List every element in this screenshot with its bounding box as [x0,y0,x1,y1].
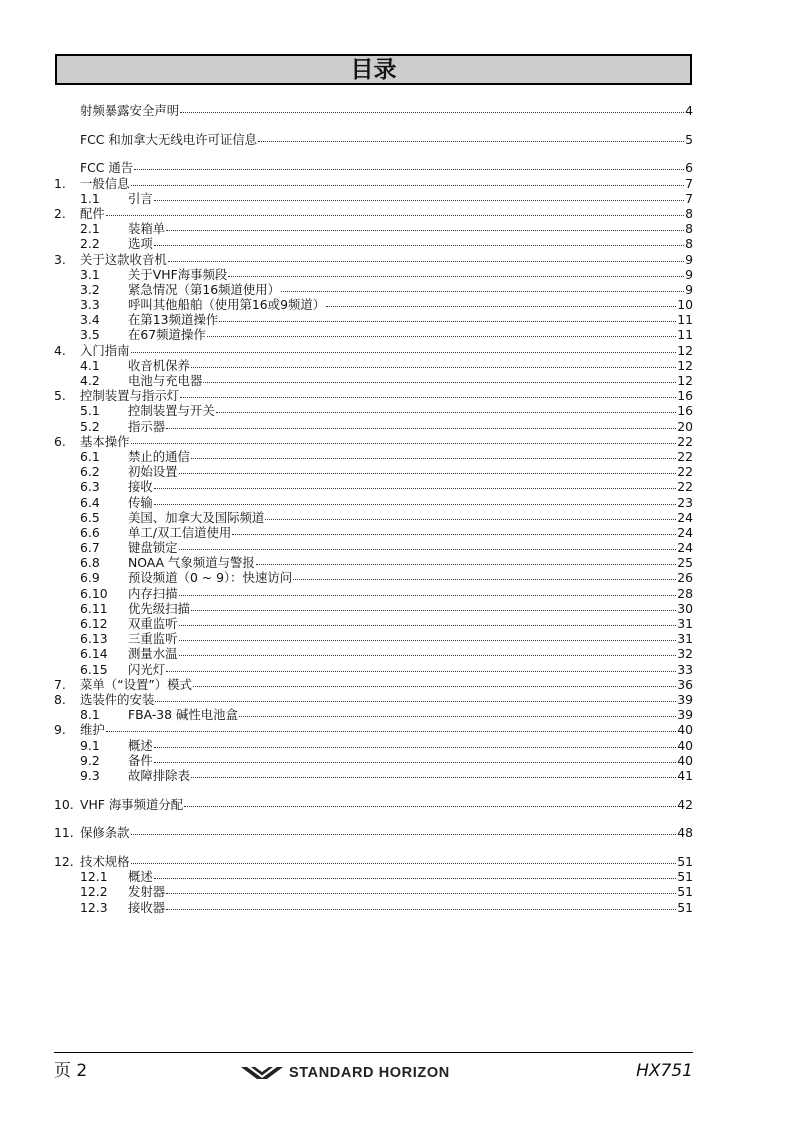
toc-dot-leader [326,306,676,307]
toc-entry[interactable] [54,388,693,403]
toc-dot-leader [166,909,676,910]
brand-logo [241,1064,450,1082]
toc-dot-leader [179,640,677,641]
toc-entry-label: 指示器 [128,418,166,434]
toc-dot-leader [106,215,684,216]
toc-dot-leader [232,534,676,535]
toc-entry-label: 概述 [128,869,153,885]
toc-entry-number: 9.2 [80,752,100,768]
toc-entry-number: 6.1 [80,448,100,464]
toc-entry-number: 6.4 [80,494,100,510]
toc-entry[interactable] [80,267,693,282]
toc-entry-label: 概述 [128,737,153,753]
toc-entry-number: 4.1 [80,357,100,373]
toc-entry[interactable] [54,434,693,449]
toc-entry-label: 闪光灯 [128,661,166,677]
toc-dot-leader [154,762,676,763]
toc-dot-leader [191,610,676,611]
toc-entry[interactable] [80,570,693,585]
toc-entry[interactable] [80,282,693,297]
toc-entry-page: 36 [677,676,693,692]
toc-entry[interactable] [80,884,693,899]
toc-entry-label: 内存扫描 [128,585,178,601]
toc-entry-label: 键盘锁定 [128,540,178,556]
toc-entry-page: 16 [677,388,693,404]
toc-entry-number: 6.3 [80,479,100,495]
toc-entry-label: 关于VHF海事频段 [128,266,228,282]
toc-entry-number: 1. [54,175,66,191]
toc-entry-label: 备件 [128,752,153,768]
toc-entry-page: 8 [685,236,693,252]
model-name: HX751 [636,1061,693,1081]
toc-entry[interactable] [80,312,693,327]
toc-dot-leader [154,488,676,489]
toc-entry[interactable] [54,343,693,358]
toc-entry-label: 在67频道操作 [128,327,206,343]
toc-entry-page: 16 [677,403,693,419]
toc-entry[interactable] [80,631,693,646]
toc-entry[interactable] [54,103,693,118]
toc-entry[interactable] [80,869,693,884]
toc-entry-page: 24 [677,540,693,556]
toc-entry-label: 射频暴露安全声明 [80,103,180,118]
toc-entry-page: 30 [677,600,693,616]
toc-dot-leader [191,777,676,778]
toc-entry-label: FBA-38 碱性电池盒 [128,707,238,723]
toc-entry-number: 3.2 [80,281,100,297]
toc-entry-label: 配件 [80,205,105,221]
toc-entry-page: 11 [677,312,693,328]
toc-entry-page: 22 [677,464,693,480]
toc-entry-label: FCC 和加拿大无线电许可证信息 [80,131,258,147]
toc-dot-leader [166,671,676,672]
toc-entry-label: 禁止的通信 [128,448,190,464]
toc-dot-leader [166,230,684,231]
toc-entry[interactable] [80,297,693,312]
toc-entry-page: 9 [685,266,693,282]
toc-dot-leader [131,185,685,186]
toc-entry-label: 收音机保养 [128,357,190,373]
toc-entry[interactable] [80,601,693,616]
toc-dot-leader [131,443,677,444]
toc-entry-number: 10. [54,796,74,812]
toc-entry-number: 12.1 [80,869,108,885]
toc-entry-number: 3.1 [80,266,100,282]
toc-entry-page: 5 [685,131,693,147]
toc-entry-label: 单工/双工信道使用 [128,524,232,540]
toc-dot-leader [256,564,676,565]
toc-entry-page: 9 [685,251,693,267]
toc-dot-leader [154,245,684,246]
toc-dot-leader [179,655,677,656]
toc-entry-label: FCC 通告 [80,160,134,176]
toc-dot-leader [166,428,676,429]
toc-entry-page: 7 [685,190,693,206]
toc-entry-number: 3.4 [80,312,100,328]
toc-entry-page: 40 [677,752,693,768]
toc-entry-label: 装箱单 [128,221,166,237]
toc-entry-number: 6.14 [80,646,108,662]
toc-entry-page: 6 [685,160,693,176]
toc-dot-leader [265,519,676,520]
footer-page-number: 页 2 [54,1061,88,1081]
toc-entry-page: 42 [677,796,693,812]
toc-entry-label: VHF 海事频道分配 [80,796,184,812]
toc-entry[interactable] [80,525,693,540]
toc-dot-leader [191,458,676,459]
toc-dot-leader [203,382,676,383]
toc-entry-number: 2.1 [80,221,100,237]
toc-entry[interactable] [80,555,693,570]
toc-entry-label: 选项 [128,236,153,252]
toc-entry[interactable] [80,419,693,434]
toc-entry-label: 初始设置 [128,464,178,480]
toc-entry[interactable] [54,692,693,707]
toc-title: 目录 [350,57,397,83]
toc-dot-leader [216,412,676,413]
toc-entry-label: 紧急情况（第16频道使用） [128,281,281,297]
toc-entry-label: 一般信息 [80,175,130,191]
toc-entry-page: 51 [677,899,693,915]
toc-entry-label: 优先级扫描 [128,600,190,616]
toc-dot-leader [180,397,676,398]
toc-entry[interactable] [80,327,693,342]
toc-entry-label: NOAA 气象频道与警报 [128,555,255,571]
toc-entry-page: 26 [677,570,693,586]
toc-entry-page: 33 [677,661,693,677]
toc-entry-number: 4.2 [80,373,100,388]
toc-dot-leader [155,701,676,702]
toc-entry-number: 6.5 [80,509,100,525]
toc-entry[interactable] [80,495,693,510]
toc-entry-page: 24 [677,524,693,540]
toc-entry-page: 39 [677,707,693,723]
toc-entry[interactable] [80,510,693,525]
toc-dot-leader [131,352,677,353]
toc-dot-leader [168,261,684,262]
toc-entry-number: 12.2 [80,884,108,900]
toc-entry-number: 6.6 [80,524,100,540]
toc-entry-number: 3. [54,251,66,267]
toc-entry[interactable] [54,677,693,692]
toc-dot-leader [154,504,676,505]
toc-entry-number: 6.8 [80,555,100,571]
toc-dot-leader [193,686,676,687]
toc-entry-number: 5.2 [80,418,100,434]
toc-entry[interactable] [54,854,693,869]
toc-dot-leader [154,878,676,879]
toc-entry[interactable] [80,738,693,753]
toc-entry-page: 11 [677,327,693,343]
toc-entry-page: 22 [677,433,693,449]
toc-entry-page: 40 [677,737,693,753]
toc-entry[interactable] [54,252,693,267]
toc-entry[interactable] [80,616,693,631]
toc-entry-label: 传输 [128,494,153,510]
toc-entry-label: 测量水温 [128,646,178,662]
toc-dot-leader [293,579,676,580]
toc-entry-page: 41 [677,767,693,783]
toc-entry-number: 6.10 [80,585,108,601]
toc-entry-label: 引言 [128,190,153,206]
toc-entry[interactable] [54,825,693,840]
toc-entry-page: 25 [677,555,693,571]
toc-entry[interactable] [80,236,693,251]
toc-entry-label: 双重监听 [128,616,178,631]
toc-entry-number: 3.3 [80,297,100,313]
toc-dot-leader [179,549,677,550]
toc-entry-number: 6.11 [80,600,108,616]
toc-entry-number: 6. [54,433,66,449]
toc-entry-number: 5. [54,388,66,404]
toc-entry-label: 预设频道（0 ~ 9）：快速访问 [128,570,293,586]
toc-entry[interactable] [80,662,693,677]
toc-entry-label: 发射器 [128,884,166,900]
toc-entry-page: 12 [677,357,693,373]
toc-entry-label: 维护 [80,722,105,738]
toc-dot-leader [179,473,677,474]
toc-entry-page: 9 [685,281,693,297]
toc-entry-label: 美国、加拿大及国际频道 [128,509,265,525]
toc-entry-page: 51 [677,869,693,885]
toc-dot-leader [184,806,676,807]
toc-dot-leader [191,367,676,368]
toc-entry[interactable] [80,753,693,768]
toc-entry-number: 6.7 [80,540,100,556]
toc-dot-leader [179,625,677,626]
toc-entry-page: 51 [677,884,693,900]
toc-entry-number: 8.1 [80,707,100,723]
toc-entry-page: 39 [677,691,693,707]
toc-entry-label: 呼叫其他船舶（使用第16或9频道） [128,297,326,313]
toc-entry-number: 11. [54,825,74,841]
toc-entry[interactable] [80,373,693,388]
toc-entry[interactable] [80,358,693,373]
toc-entry[interactable] [80,464,693,479]
toc-entry-page: 8 [685,205,693,221]
toc-entry-number: 7. [54,676,66,692]
toc-entry-number: 6.2 [80,464,100,480]
toc-entry-label: 选装件的安装 [80,691,155,707]
toc-entry-number: 1.1 [80,190,100,206]
toc-entry-number: 3.5 [80,327,100,343]
toc-dot-leader [131,834,677,835]
toc-dot-leader [239,716,676,717]
toc-dot-leader [180,112,684,113]
toc-entry-page: 51 [677,853,693,869]
toc-entry-page: 12 [677,342,693,358]
toc-entry-number: 2. [54,205,66,221]
toc-entry-page: 32 [677,646,693,662]
toc-entry-page: 31 [677,631,693,647]
toc-entry-label: 技术规格 [80,853,130,869]
toc-dot-leader [258,141,684,142]
toc-entry-label: 控制装置与指示灯 [80,388,180,404]
toc-dot-leader [106,731,676,732]
toc-entry-number: 12. [54,853,74,869]
toc-dot-leader [131,863,677,864]
toc-entry-number: 12.3 [80,899,108,915]
toc-entry-page: 22 [677,479,693,495]
toc-entry-number: 6.13 [80,631,108,647]
toc-entry-page: 8 [685,221,693,237]
toc-entry-page: 7 [685,175,693,191]
toc-entry-label: 关于这款收音机 [80,251,167,267]
brand-name: STANDARD HORIZON [289,1065,450,1081]
toc-entry-label: 电池与充电器 [128,373,203,388]
toc-entry-label: 控制装置与开关 [128,403,215,419]
toc-entry-page: 48 [677,825,693,841]
toc-entry-label: 故障排除表 [128,767,190,783]
toc-dot-leader [154,200,684,201]
standard-horizon-logo-icon [241,1067,283,1079]
toc-entry-page: 23 [677,494,693,510]
toc-entry-number: 9. [54,722,66,738]
toc-entry[interactable] [54,176,693,191]
toc-entry[interactable] [80,221,693,236]
toc-entry-number: 4. [54,342,66,358]
toc-dot-leader [281,291,684,292]
toc-entry[interactable] [54,206,693,221]
toc-entry-page: 20 [677,418,693,434]
toc-entry-page: 10 [677,297,693,313]
toc-entry-page: 40 [677,722,693,738]
toc-entry-page: 28 [677,585,693,601]
toc-entry-page: 31 [677,616,693,631]
toc-entry-label: 保修条款 [80,825,130,841]
toc-dot-leader [179,595,677,596]
toc-entry[interactable] [80,646,693,661]
toc-entry[interactable] [54,722,693,737]
toc-entry[interactable] [54,132,693,147]
toc-entry-number: 5.1 [80,403,100,419]
toc-entry-label: 接收器 [128,899,166,915]
toc-entry-page: 12 [677,373,693,388]
toc-entry[interactable] [80,900,693,915]
toc-entry-page: 22 [677,448,693,464]
toc-dot-leader [228,276,684,277]
toc-entry[interactable] [80,191,693,206]
toc-entry-number: 2.2 [80,236,100,252]
toc-dot-leader [134,169,684,170]
toc-entry-number: 6.12 [80,616,108,631]
toc-entry-label: 接收 [128,479,153,495]
toc-entry[interactable] [80,449,693,464]
toc-entry[interactable] [80,403,693,418]
toc-entry-number: 6.9 [80,570,100,586]
toc-dot-leader [166,893,676,894]
toc-entry-label: 基本操作 [80,433,130,449]
toc-entry-number: 9.1 [80,737,100,753]
toc-entry-number: 8. [54,691,66,707]
toc-entry-page: 4 [685,103,693,118]
toc-dot-leader [207,336,676,337]
toc-dot-leader [154,747,676,748]
footer-divider [54,1052,693,1053]
toc-title-box [55,54,692,85]
toc-entry-number: 6.15 [80,661,108,677]
toc-entry-number: 9.3 [80,767,100,783]
toc-entry[interactable] [80,768,693,783]
toc-entry[interactable] [80,707,693,722]
toc-entry[interactable] [80,586,693,601]
toc-entry-page: 24 [677,509,693,525]
toc-entry-label: 三重监听 [128,631,178,647]
table-of-contents [54,103,693,915]
toc-entry[interactable] [80,540,693,555]
toc-entry-label: 入门指南 [80,342,130,358]
toc-entry[interactable] [54,797,693,812]
toc-dot-leader [219,321,676,322]
toc-entry[interactable] [54,160,693,175]
toc-entry-label: 在第13频道操作 [128,312,219,328]
toc-entry-label: 菜单（“设置”）模式 [80,676,192,692]
toc-entry[interactable] [80,479,693,494]
